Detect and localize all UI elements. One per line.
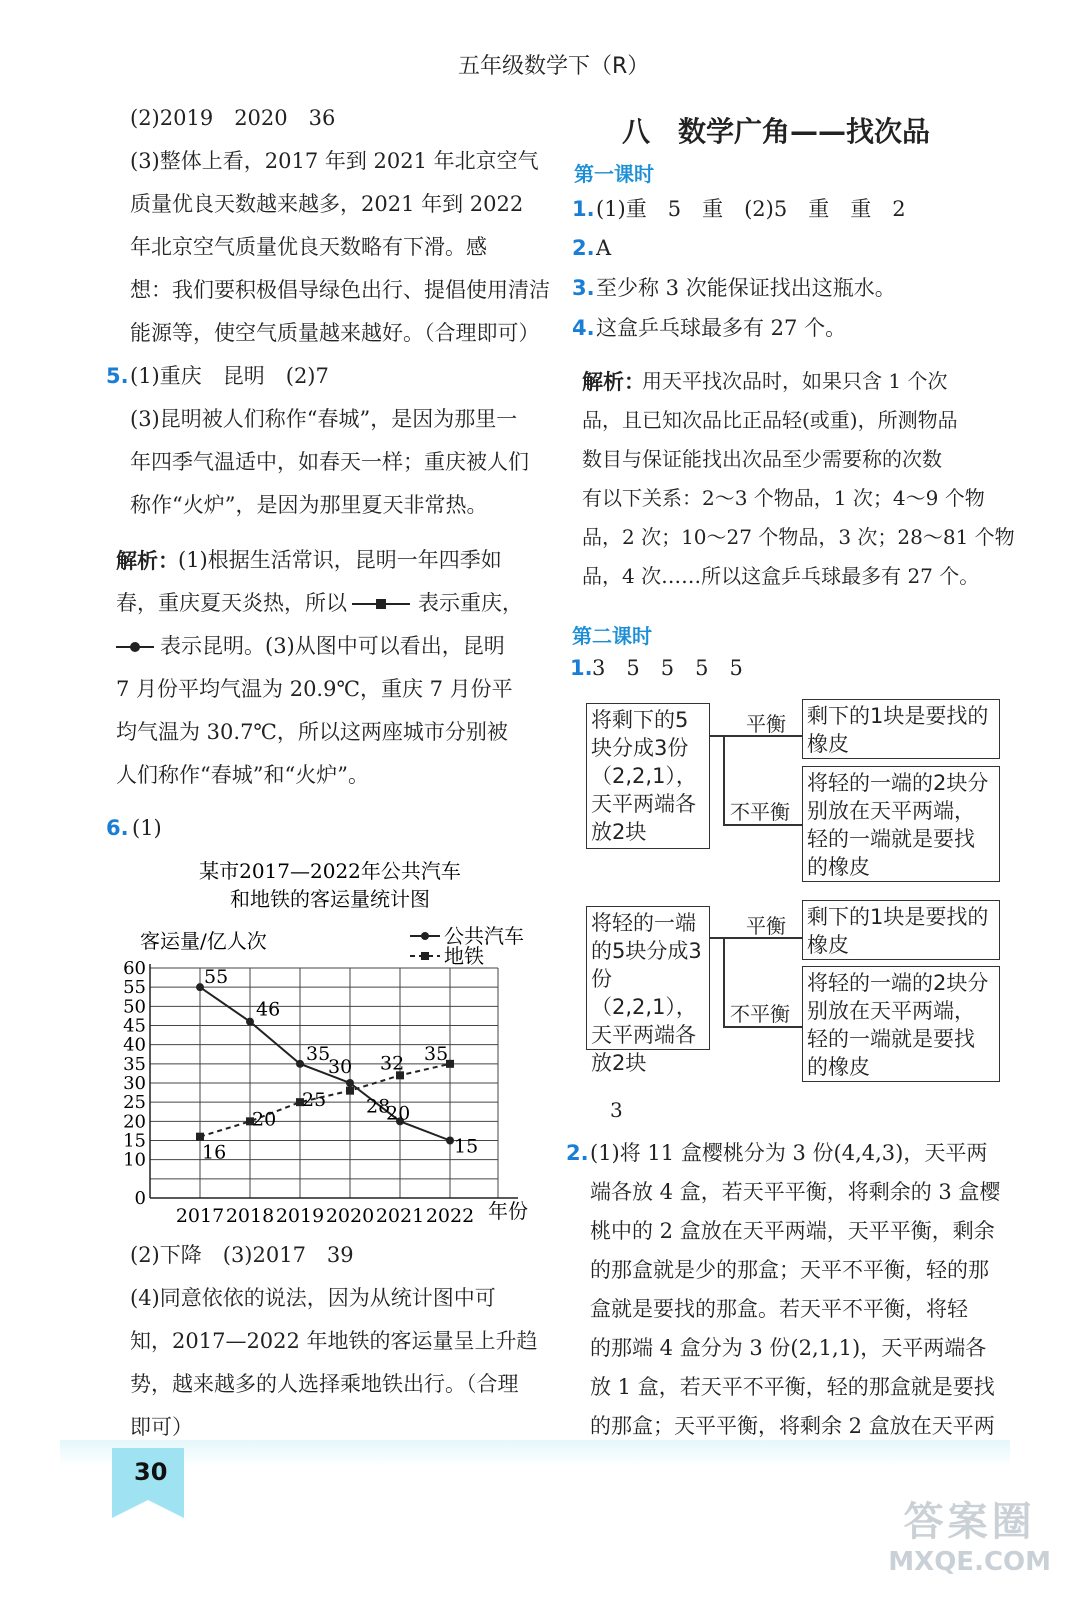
x-tick-label: 2022 [425,1205,475,1227]
answer-line: (2)2019 2020 36 [130,106,336,130]
data-label: 35 [424,1042,449,1065]
data-label: 20 [386,1102,411,1125]
y-tick-label: 55 [123,977,146,999]
chart-title: 和地铁的客运量统计图 [230,887,430,911]
question-number: 1. [570,656,593,680]
connector [710,735,724,737]
y-tick-label: 20 [123,1111,146,1133]
x-tick-label: 2020 [325,1205,375,1227]
answer-line: 至少称 3 次能保证找出这瓶水。 [596,276,896,300]
analysis-line: 品，4 次……所以这盒乒乓球最多有 27 个。 [582,564,980,588]
question-number: 5. [106,364,129,388]
data-label: 55 [204,966,229,989]
flow-start-box: 将剩下的5块分成3份（2,2,1），天平两端各放2块 [586,703,710,849]
y-axis-label: 客运量/亿人次 [140,929,267,953]
legend-solid-square-line-icon [352,596,412,612]
x-tick-label: 2019 [275,1205,325,1227]
answer-line: (1)重庆 昆明 (2)7 [130,364,329,388]
answer-line: 的那盒就是少的那盒；天平不平衡，轻的那 [590,1258,989,1282]
unbalance-label: 不平衡 [730,1002,790,1026]
y-tick-label: 10 [123,1149,146,1171]
y-tick-label: 0 [134,1188,146,1209]
data-label: 28 [366,1095,391,1118]
question-number: 2. [572,236,595,260]
analysis-line: (1)根据生活常识，昆明一年四季如 [178,548,502,572]
y-tick-label: 30 [123,1073,146,1094]
data-point [346,1079,354,1087]
section-title: 八 数学广角——找次品 [622,115,931,148]
answer-line: 端各放 4 盒，若天平平衡，将剩余的 3 盒樱 [590,1180,1001,1204]
line-chart [100,850,560,1230]
answer-line: 这盒乒乓球最多有 27 个。 [596,316,847,340]
page-number-badge [112,1448,184,1500]
analysis-line: 人们称作“春城”和“火炉”。 [116,763,369,787]
answer-line: 盒就是要找的那盒。若天平不平衡，将轻 [590,1297,968,1321]
data-label: 16 [202,1141,227,1164]
answer-line: (1)重 5 重 (2)5 重 重 2 [596,197,906,221]
answer-line: 放 1 盒，若天平不平衡，轻的那盒就是要找 [590,1375,995,1399]
x-axis-label: 年份 [488,1199,528,1223]
question-number: 1. [572,197,595,221]
watermark-url: MXQE.COM [888,1547,1051,1577]
y-tick-label: 25 [123,1092,146,1114]
x-tick-label: 2018 [225,1205,275,1227]
y-tick-label: 15 [123,1130,146,1152]
flow-answer: 3 [610,1098,623,1122]
answer-line: 势，越来越多的人选择乘地铁出行。（合理 [130,1372,519,1396]
y-tick-label: 60 [123,958,146,979]
legend-solid-dot-line-icon [116,639,156,655]
balance-label: 平衡 [746,914,786,938]
chart-title: 某市2017—2022年公共汽车 [199,859,461,883]
connector [710,937,724,939]
answer-line: (3)整体上看，2017 年到 2021 年北京空气 [130,149,539,173]
flow-result-box: 将轻的一端的2块分别放在天平两端，轻的一端就是要找的橡皮 [802,966,1000,1082]
y-tick-label: 35 [123,1053,146,1075]
page-number: 30 [134,1458,168,1486]
footer-band [60,1440,1010,1466]
legend-marker [421,932,429,940]
data-label: 30 [328,1056,353,1078]
data-point [196,983,204,991]
analysis-line: 数目与保证能找出次品至少需要称的次数 [582,447,942,471]
watermark [888,1490,1051,1577]
answer-line: 的那端 4 盒分为 3 份(2,1,1)，天平两端各 [590,1336,987,1360]
analysis-label: 解析： [116,548,179,573]
analysis-line: 有以下关系：2～3 个物品，1 次；4～9 个物 [582,486,985,510]
answer-line: 称作“火炉”，是因为那里夏天非常热。 [130,493,488,517]
answer-line: 的那盒；天平平衡，将剩余 2 盒放在天平两 [590,1414,995,1438]
answer-line: 3 5 5 5 5 [592,656,743,680]
answer-line: 即可） [130,1415,193,1439]
data-point [446,1137,454,1145]
legend-marker [421,952,429,960]
analysis-line: 用天平找次品时，如果只含 1 个次 [642,369,948,393]
answer-line: 质量优良天数越来越多，2021 年到 2022 [130,192,524,216]
data-point [196,1133,204,1141]
x-tick-label: 2021 [375,1205,425,1227]
data-label: 25 [302,1089,327,1112]
data-label: 46 [256,998,281,1021]
answer-line: 年北京空气质量优良天数略有下滑。感 [130,235,487,259]
y-tick-label: 45 [123,1015,146,1037]
answer-line: 想：我们要积极倡导绿色出行、提倡使用清洁 [130,278,550,302]
flow-result-box: 剩下的1块是要找的橡皮 [802,699,1000,759]
data-point [246,1018,254,1026]
connector [723,735,725,825]
flow-result-box: 将轻的一端的2块分别放在天平两端，轻的一端就是要找的橡皮 [802,766,1000,882]
y-tick-label: 40 [123,1034,146,1056]
legend-label: 公共汽车 [444,924,524,948]
answer-line: 年四季气温适中，如春天一样；重庆被人们 [130,450,529,474]
answer-line: 能源等，使空气质量越来越好。（合理即可） [130,321,540,345]
question-number: 3. [572,276,595,300]
answer-line: (1)将 11 盒樱桃分为 3 份(4,4,3)，天平两 [590,1141,988,1165]
page-header-title: 五年级数学下（R） [458,54,650,79]
analysis-line: 表示重庆， [418,591,523,615]
data-label: 15 [454,1135,479,1158]
data-point [346,1087,354,1095]
data-label: 35 [306,1042,331,1065]
answer-line: 桃中的 2 盒放在天平两端，天平平衡，剩余 [590,1219,995,1243]
lesson-heading: 第一课时 [574,162,654,186]
watermark-logo: 答案圈 [903,1499,1036,1545]
analysis-line: 表示昆明。(3)从图中可以看出，昆明 [160,634,505,658]
x-tick-label: 2017 [175,1205,225,1227]
analysis-line: 品，2 次；10～27 个物品，3 次；28～81 个物 [582,525,1015,549]
legend-label: 地铁 [444,944,484,968]
analysis-line: 春，重庆夏天炎热，所以 [116,591,347,615]
answer-line: (1) [132,816,162,840]
connector [723,937,725,1027]
answer-line: 知，2017—2022 年地铁的客运量呈上升趋 [130,1329,538,1353]
flow-start-box: 将轻的一端的5块分成3份（2,2,1），天平两端各放2块 [586,906,710,1050]
analysis-line: 品，且已知次品比正品轻(或重)，所测物品 [582,408,958,432]
answer-line: (2)下降 (3)2017 39 [130,1243,354,1267]
data-label: 20 [252,1108,277,1131]
unbalance-label: 不平衡 [730,800,790,824]
answer-line: (3)昆明被人们称作“春城”，是因为那里一 [130,407,518,431]
flow-result-box: 剩下的1块是要找的橡皮 [802,900,1000,960]
question-number: 4. [572,316,595,340]
y-tick-label: 50 [123,996,146,1018]
data-label: 32 [380,1052,405,1075]
answer-line: A [596,236,612,260]
question-number: 6. [106,816,129,840]
analysis-label: 解析： [582,369,645,394]
answer-line: (4)同意依依的说法，因为从统计图中可 [130,1286,496,1310]
data-point [296,1060,304,1068]
lesson-heading: 第二课时 [572,624,652,648]
analysis-line: 7 月份平均气温为 20.9℃，重庆 7 月份平 [116,677,513,701]
analysis-line: 均气温为 30.7℃，所以这两座城市分别被 [116,720,508,744]
balance-label: 平衡 [746,712,786,736]
question-number: 2. [566,1141,589,1165]
